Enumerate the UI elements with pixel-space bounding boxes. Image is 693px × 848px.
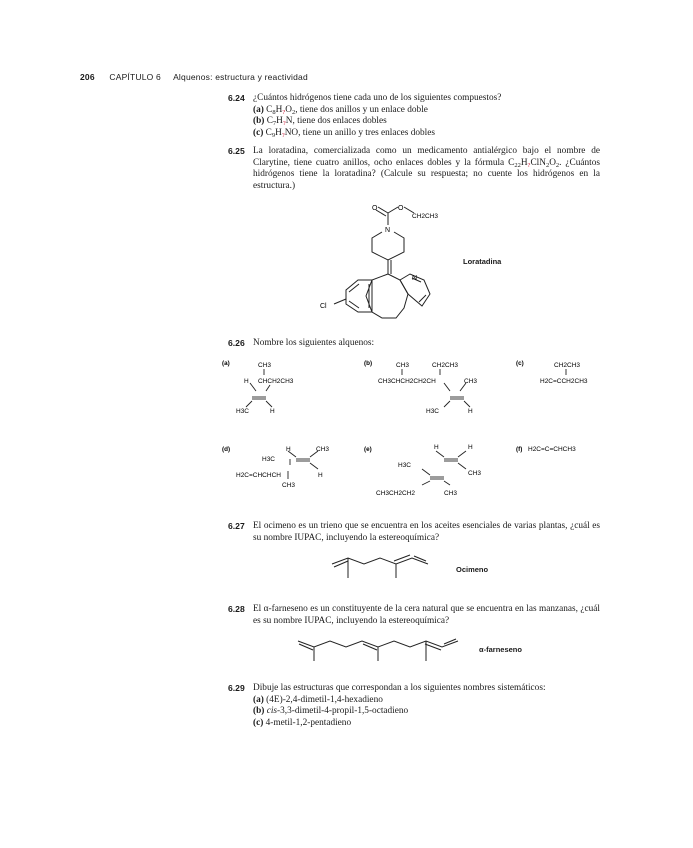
- alkenes-figure: [218, 355, 618, 505]
- problem-6-26: [228, 338, 600, 350]
- methyl-label: CH3: [464, 378, 478, 385]
- problem-6-24: [228, 93, 600, 139]
- part-a: [253, 695, 600, 707]
- formula-atom: N: [285, 116, 293, 127]
- part-text: , tiene un anillo y tres enlaces dobles: [298, 127, 435, 138]
- formula-unknown: ?: [281, 131, 285, 139]
- formula-sub: 7: [272, 120, 277, 128]
- part-b: [253, 706, 600, 718]
- ethyl-label: CH2CH3: [432, 362, 459, 369]
- problem-6-25: [228, 146, 600, 192]
- part-text: , tiene dos anillos y un enlace doble: [295, 104, 428, 115]
- hydrogen-label: H: [468, 408, 473, 415]
- text-part: . ¿Cuántos hidrógenos tiene la loratadina? (Calcule su respuesta; no cuente los hidrógenos en la estructura.): [253, 157, 601, 191]
- chain-label: CH3CHCH2CH2CH: [378, 378, 436, 385]
- formula-unknown: ?: [527, 161, 531, 169]
- substituent-label: CHCH2CH3: [258, 378, 294, 385]
- nitrogen-label: N: [385, 227, 391, 234]
- part-text: -3,3-dimetil-4-propil-1,5-octadieno: [277, 706, 409, 717]
- methyl-label: CH3: [282, 482, 296, 489]
- methyl-label: H3C: [398, 462, 412, 469]
- formula-atom: ClN: [530, 157, 546, 168]
- hydrogen-label: H: [468, 444, 473, 451]
- oxygen-label: O: [372, 205, 378, 212]
- part-label: (a): [222, 360, 230, 367]
- formula-atom: NO: [284, 127, 299, 138]
- farnesene-structure: [296, 635, 466, 665]
- problem-number: 6.27: [228, 521, 245, 531]
- formula-atom: C: [266, 104, 273, 115]
- formula-unknown: ?: [282, 120, 286, 128]
- problem-6-28: [228, 604, 600, 627]
- formula-atom: C: [508, 157, 515, 168]
- formula-sub: 9: [271, 131, 276, 139]
- part-label: (b): [253, 706, 265, 717]
- part-label: (d): [222, 446, 231, 453]
- methyl-label: H3C: [426, 408, 440, 415]
- part-label: (a): [253, 104, 264, 115]
- chlorine-label: Cl: [320, 303, 327, 310]
- part-text: (4E)-2,4-dimetil-1,4-hexadieno: [266, 694, 383, 705]
- hydrogen-label: H: [270, 408, 275, 415]
- part-label: (e): [364, 446, 372, 453]
- part-c: [253, 128, 600, 140]
- ethyl-label: CH2CH3: [412, 213, 439, 220]
- hydrogen-label: H: [318, 472, 323, 479]
- formula-unknown: ?: [282, 108, 286, 116]
- formula-atom: O: [285, 104, 292, 115]
- methyl-label: CH3: [468, 470, 482, 477]
- formula-sub: 2: [291, 108, 296, 116]
- formula-atom: H: [520, 157, 528, 168]
- problem-6-29: [228, 683, 600, 729]
- formula-sub: 2: [545, 161, 550, 169]
- problem-text: El ocimeno es un trieno que se encuentra en los aceites esenciales de varias plantas, ¿cuál es su nombre IUPAC, incluyendo la estereoquímica?: [253, 521, 600, 543]
- hydrogen-label: H: [434, 444, 439, 451]
- oxygen-label: O: [398, 205, 404, 212]
- formula-sub: 2: [555, 161, 560, 169]
- formula-atom: H: [275, 127, 282, 138]
- chain-label: H2C=C=CHCH3: [528, 446, 576, 453]
- loratadine-label: Loratadina: [463, 257, 502, 266]
- problem-6-27: [228, 521, 600, 544]
- problem-number: 6.28: [228, 604, 245, 614]
- part-text: 4-metil-1,2-pentadieno: [265, 717, 352, 728]
- part-a: [253, 105, 600, 117]
- text-part: La loratadina, comercializada como un medicamento antialérgico bajo el nombre de Clarytine, tiene cuatro anillos, ocho enlaces dobles y la fórmula: [253, 146, 600, 168]
- methyl-label: CH3: [316, 446, 330, 453]
- chain-label: H2C=CHCHCH: [236, 472, 281, 479]
- ocimene-label: Ocimeno: [456, 565, 489, 574]
- running-header: [80, 72, 308, 82]
- problem-text: ¿Cuántos hidrógenos tiene cada uno de los siguientes compuestos?: [253, 93, 502, 103]
- problem-text: Nombre los siguientes alquenos:: [253, 338, 375, 348]
- part-text: , tiene dos enlaces dobles: [292, 116, 387, 127]
- part-label: (a): [253, 694, 264, 705]
- problem-text: [253, 146, 600, 192]
- ocimene-structure: [330, 552, 440, 582]
- italic-prefix: cis: [266, 706, 278, 717]
- part-label: (f): [516, 446, 523, 453]
- problem-number: 6.29: [228, 683, 245, 693]
- methyl-label: H3C: [236, 408, 250, 415]
- hydrogen-label: H: [286, 446, 291, 453]
- chapter-label: CAPÍTULO 6: [109, 72, 161, 82]
- chain-label: H2C=CCH2CH3: [540, 378, 588, 385]
- chapter-title: Alquenos: estructura y reactividad: [173, 72, 308, 82]
- formula-sub: 22: [514, 161, 521, 169]
- part-label: (c): [253, 127, 264, 138]
- methyl-label: CH3: [444, 490, 458, 497]
- formula-atom: O: [549, 157, 556, 168]
- problem-number: 6.26: [228, 338, 245, 348]
- problem-text: Dibuje las estructuras que correspondan a los siguientes nombres sistemáticos:: [253, 683, 546, 693]
- part-label: (c): [516, 360, 524, 367]
- loratadine-structure: [300, 198, 480, 328]
- methyl-label: H3C: [262, 456, 276, 463]
- farnesene-label: α-farneseno: [479, 645, 522, 654]
- formula-atom: C: [266, 116, 273, 127]
- part-c: [253, 718, 600, 730]
- part-label: (c): [253, 717, 264, 728]
- methyl-label: CH3: [396, 362, 410, 369]
- nitrogen-label: N: [412, 275, 418, 282]
- formula-atom: C: [265, 127, 272, 138]
- problem-number: 6.24: [228, 93, 245, 103]
- methyl-label: CH3: [258, 362, 272, 369]
- part-label: (b): [253, 116, 265, 127]
- page-number: 206: [80, 72, 95, 82]
- part-label: (b): [364, 360, 373, 367]
- formula-sub: 8: [272, 108, 276, 116]
- ethyl-label: CH2CH3: [554, 362, 581, 369]
- formula-atom: H: [276, 116, 283, 127]
- hydrogen-label: H: [244, 378, 249, 385]
- problem-number: 6.25: [228, 146, 245, 156]
- propyl-label: CH3CH2CH2: [376, 490, 416, 497]
- part-b: [253, 116, 600, 128]
- formula-atom: H: [275, 104, 283, 115]
- problem-text: El α-farneseno es un constituyente de la cera natural que se encuentra en las manzanas, ¿cuál es su nombre IUPAC, incluyendo la estereoquímica?: [253, 604, 600, 626]
